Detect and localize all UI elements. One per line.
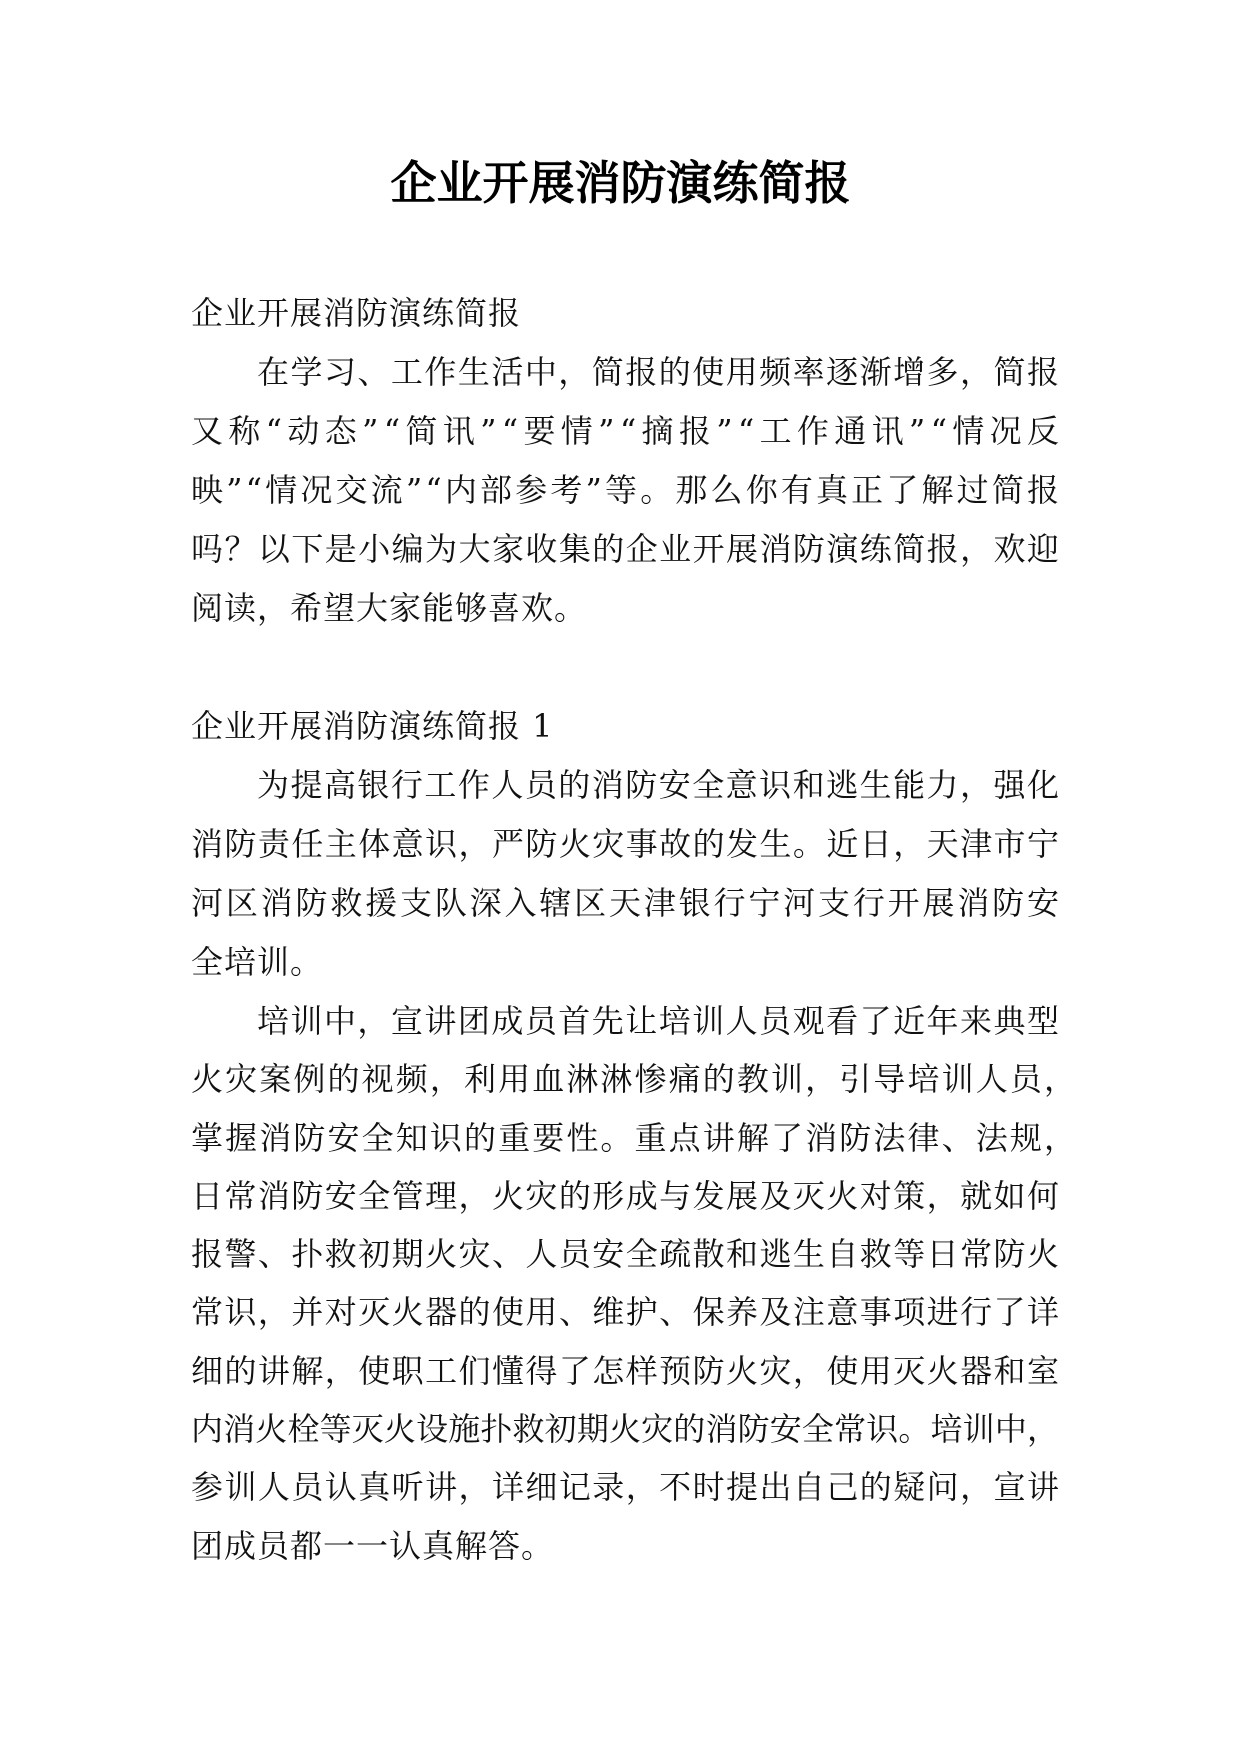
paragraph-line: 常识，并对灭火器的使用、维护、保养及注意事项进行了详 (191, 1293, 1061, 1332)
document-subtitle: 企业开展消防演练简报 (191, 294, 522, 332)
paragraph-line: 消防责任主体意识，严防火灾事故的发生。近日，天津市宁 (191, 825, 1061, 863)
paragraph-line: 培训中，宣讲团成员首先让培训人员观看了近年来典型 (257, 1002, 1061, 1040)
paragraph-line: 内消火栓等灭火设施扑救初期火灾的消防安全常识。培训中， (191, 1410, 1060, 1449)
paragraph-line: 阅读，希望大家能够喜欢。 (191, 589, 588, 627)
paragraph-line: 映”“情况交流”“内部参考”等。那么你有真正了解过简报 (191, 471, 1063, 509)
paragraph-line: 又称“动态”“简讯”“要情”“摘报”“工作通讯”“情况反 (191, 412, 1065, 450)
intro-paragraph (191, 343, 1065, 638)
paragraph-line: 报警、扑救初期火灾、人员安全疏散和逃生自救等日常防火 (191, 1235, 1061, 1274)
paragraph-line: 参训人员认真听讲，详细记录，不时提出自己的疑问，宣讲 (191, 1468, 1061, 1507)
paragraph-line: 在学习、工作生活中，简报的使用频率逐渐增多，简报 (257, 353, 1061, 391)
paragraph-line: 火灾案例的视频，利用血淋淋惨痛的教训，引导培训人员， (191, 1060, 1079, 1099)
paragraph-line: 为提高银行工作人员的消防安全意识和逃生能力，强化 (257, 766, 1061, 804)
paragraph-line: 细的讲解，使职工们懂得了怎样预防火灾，使用灭火器和室 (191, 1351, 1061, 1390)
paragraph-line: 全培训。 (191, 943, 324, 981)
section-paragraph (191, 992, 1079, 1575)
paragraph-line: 河区消防救援支队深入辖区天津银行宁河支行开展消防安 (191, 884, 1062, 922)
paragraph-line: 吗？以下是小编为大家收集的企业开展消防演练简报，欢迎 (191, 530, 1061, 568)
section-heading: 企业开展消防演练简报 1 (191, 707, 554, 745)
paragraph-line: 日常消防安全管理，火灾的形成与发展及灭火对策，就如何 (191, 1176, 1061, 1215)
document-title: 企业开展消防演练简报 (390, 156, 851, 210)
paragraph-line: 团成员都一一认真解答。 (191, 1526, 555, 1565)
section-paragraph (191, 756, 1062, 992)
paragraph-line: 掌握消防安全知识的重要性。重点讲解了消防法律、法规， (191, 1118, 1079, 1157)
document-body (191, 284, 1079, 1575)
